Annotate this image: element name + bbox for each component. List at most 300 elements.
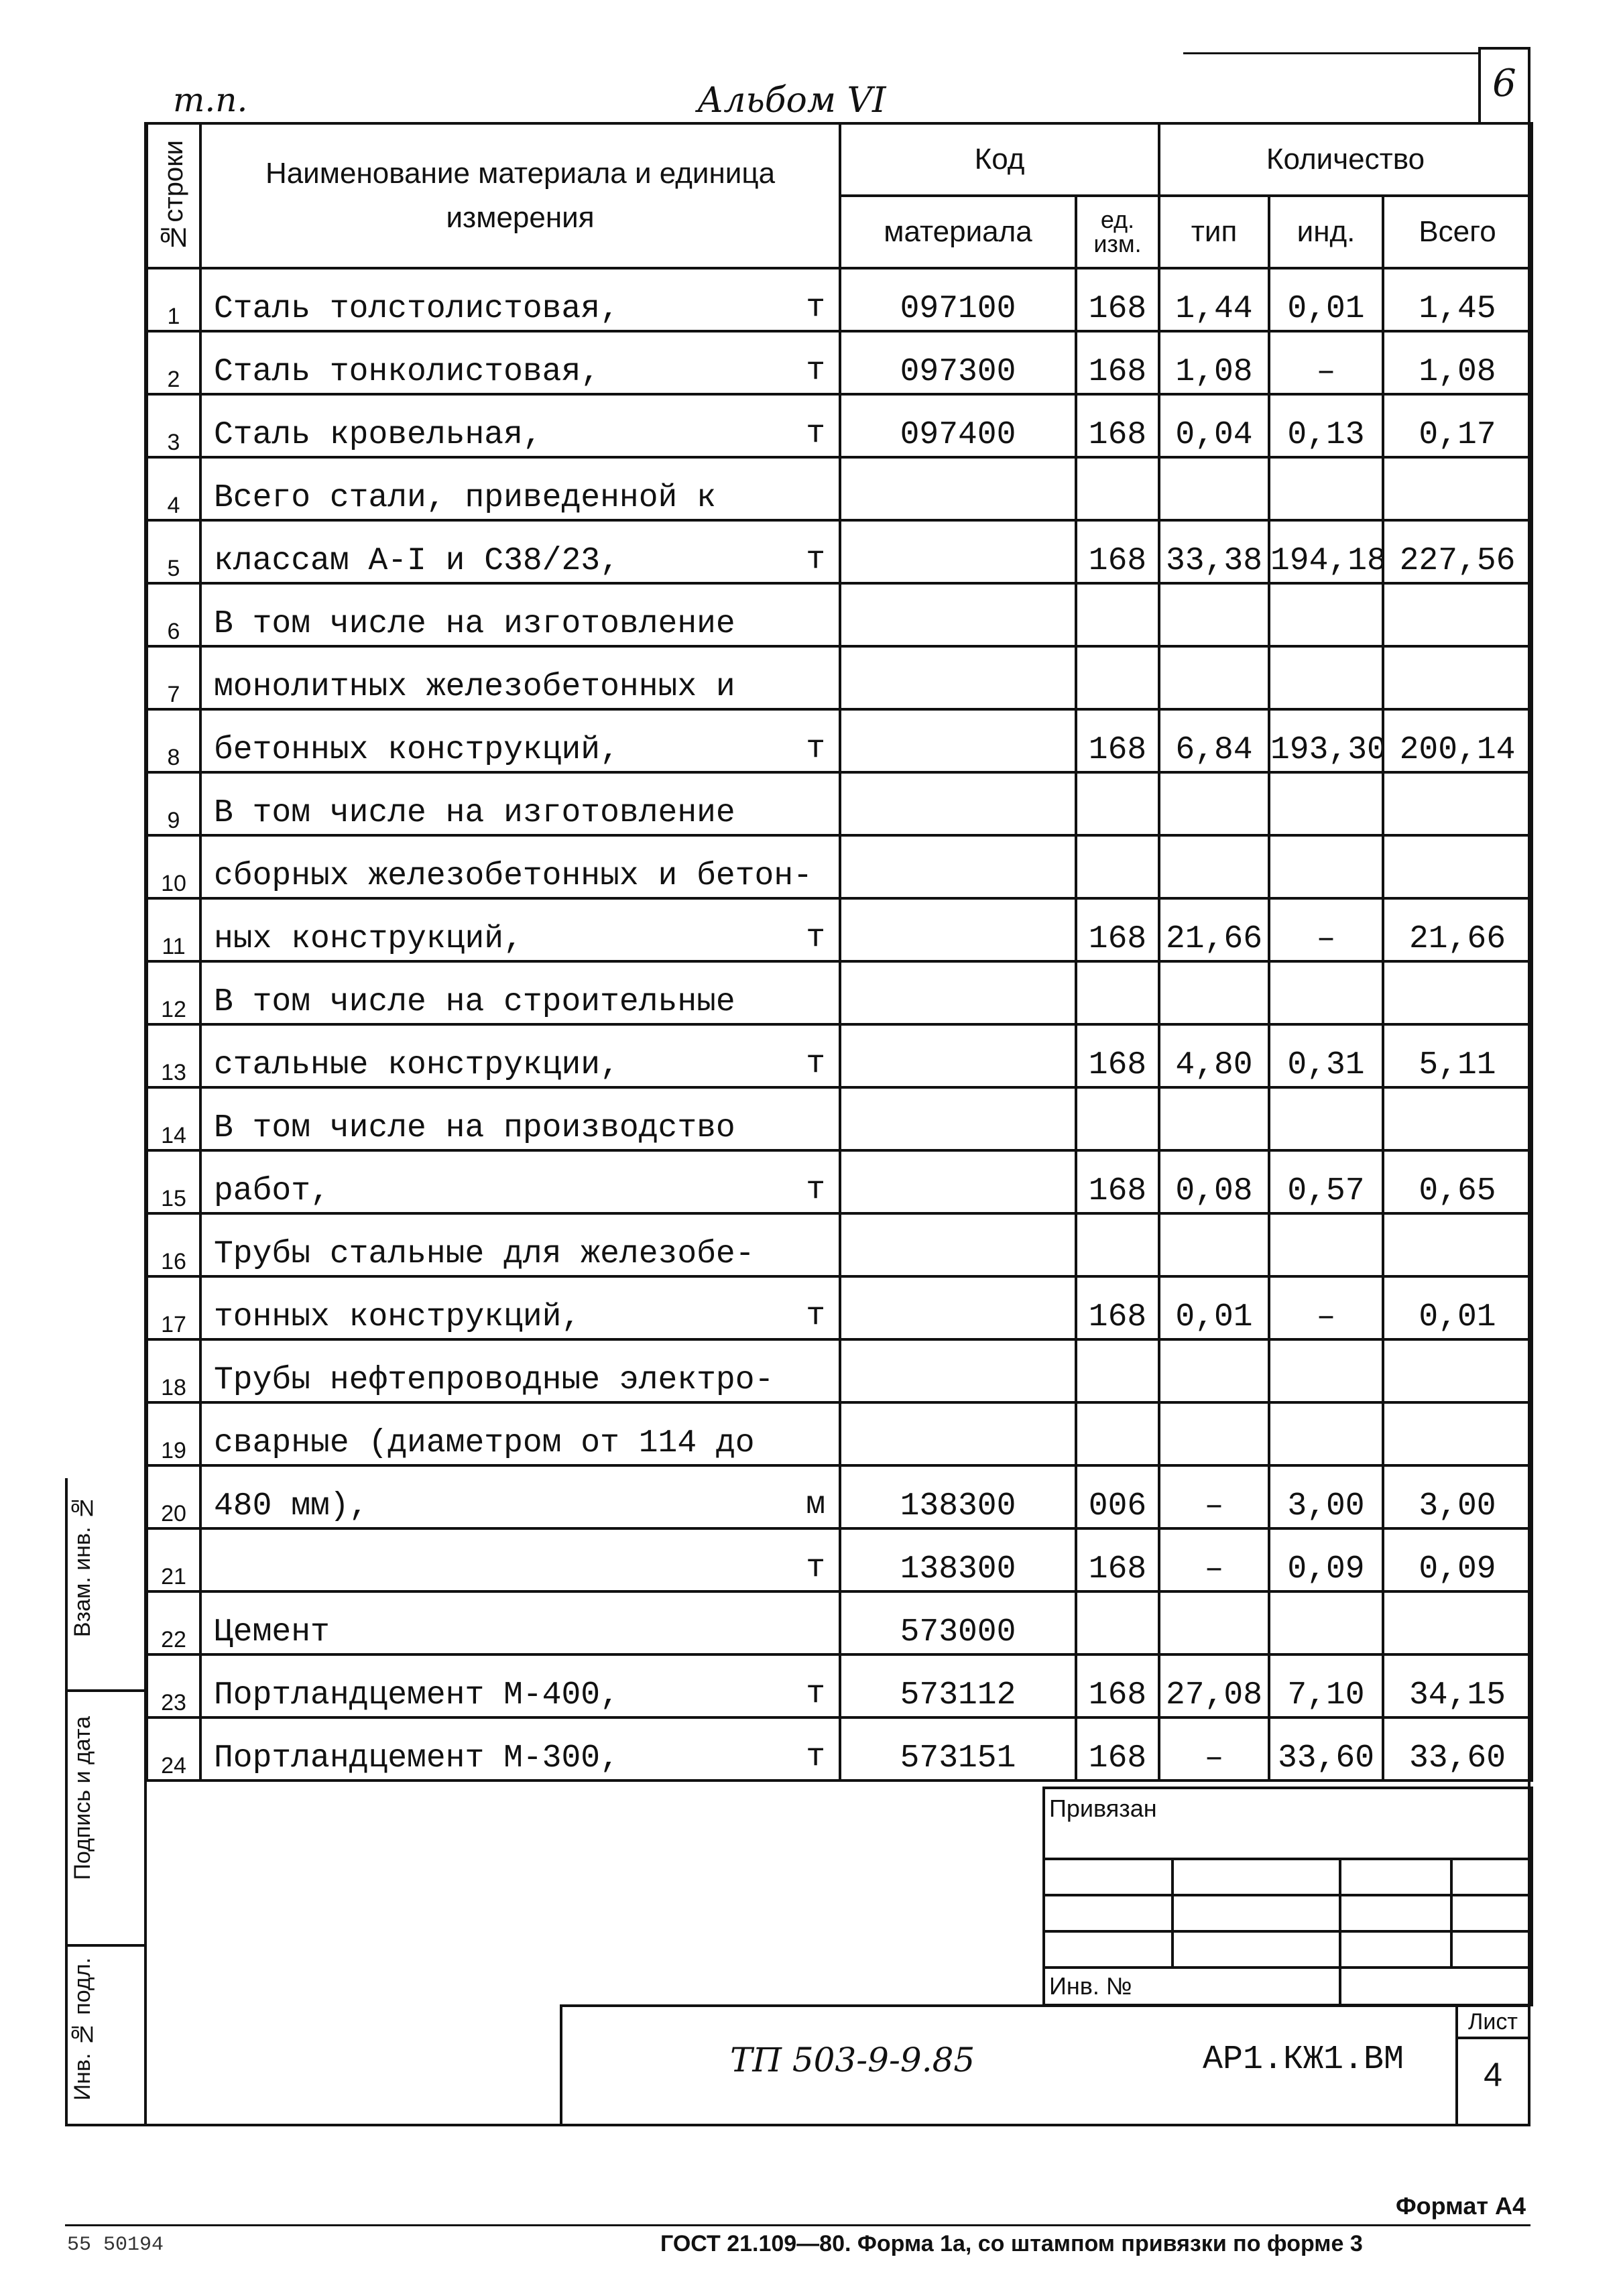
- footer-left-code: 55 50194: [67, 2234, 164, 2256]
- qty-total: 0,01: [1419, 1299, 1496, 1335]
- table-row: [147, 646, 1532, 709]
- unit-code: 168: [1088, 1299, 1147, 1335]
- qty-typ: 4,80: [1175, 1047, 1253, 1083]
- row-number: 13: [161, 1060, 186, 1085]
- material-name: тонных конструкций,: [214, 1299, 581, 1335]
- unit-code-cell: [1076, 1654, 1159, 1717]
- unit-code-cell: [1076, 1024, 1159, 1087]
- material-code: 097400: [900, 417, 1016, 453]
- qty-total-cell: [1383, 457, 1532, 520]
- material-code-cell: [840, 772, 1076, 835]
- material-code-cell: [840, 268, 1076, 331]
- table-row: [147, 457, 1532, 520]
- material-code-cell: [840, 646, 1076, 709]
- table-row: [147, 520, 1532, 583]
- material-name: монолитных железобетонных и: [214, 669, 735, 705]
- qty-ind-cell: [1269, 1339, 1383, 1402]
- unit-code: 168: [1088, 1173, 1147, 1209]
- table-row: [147, 1339, 1532, 1402]
- unit-code-cell: [1076, 835, 1159, 898]
- table-row: [147, 1591, 1532, 1654]
- material-name: стальные конструкции,: [214, 1047, 619, 1083]
- row-number-cell: [147, 268, 200, 331]
- unit-label: т: [806, 1046, 825, 1082]
- material-name-cell: [200, 961, 840, 1024]
- strip-label-replaced-inv: Взам. инв. №: [70, 1495, 95, 1638]
- bound-label-cell: [1044, 1788, 1532, 1859]
- material-name: Сталь толстолистовая,: [214, 291, 619, 327]
- qty-ind-cell: [1269, 1402, 1383, 1465]
- qty-total: 33,60: [1408, 1740, 1506, 1776]
- row-number: 22: [161, 1627, 186, 1652]
- unit-code: 168: [1088, 1740, 1147, 1776]
- qty-typ-cell: [1159, 772, 1269, 835]
- qty-typ-cell: [1159, 1150, 1269, 1213]
- qty-typ: 0,08: [1175, 1173, 1253, 1209]
- row-number-cell: [147, 1591, 200, 1654]
- qty-typ-cell: [1159, 1024, 1269, 1087]
- qty-typ-cell: [1159, 898, 1269, 961]
- qty-ind-cell: [1269, 961, 1383, 1024]
- material-code-cell: [840, 1717, 1076, 1780]
- qty-typ-cell: [1159, 457, 1269, 520]
- material-name-cell: [200, 1591, 840, 1654]
- material-name: работ,: [214, 1173, 330, 1209]
- qty-ind: 0,31: [1287, 1047, 1365, 1083]
- col-header-row-no: №строки: [147, 123, 200, 268]
- unit-label: т: [806, 731, 825, 767]
- strip-label-original-inv: Инв. № подл.: [70, 1957, 95, 2101]
- qty-total-cell: [1383, 1276, 1532, 1339]
- unit-label: т: [806, 920, 825, 956]
- album-title: Альбом VI: [697, 80, 886, 121]
- unit-code-cell: [1076, 1465, 1159, 1528]
- qty-typ-cell: [1159, 394, 1269, 457]
- col-header-unit-code: ед. изм.: [1076, 196, 1159, 268]
- material-code-cell: [840, 709, 1076, 772]
- row-number-cell: [147, 1717, 200, 1780]
- unit-code-cell: [1076, 1339, 1159, 1402]
- qty-typ-cell: [1159, 1339, 1269, 1402]
- material-code-cell: [840, 1528, 1076, 1591]
- row-number-cell: [147, 457, 200, 520]
- unit-code: 168: [1088, 417, 1147, 453]
- qty-total-cell: [1383, 898, 1532, 961]
- table-row: [147, 1276, 1532, 1339]
- col-header-name: Наименование материала и единица измерения: [200, 123, 840, 268]
- material-name-cell: [200, 520, 840, 583]
- material-code: 573000: [900, 1614, 1016, 1650]
- qty-total-cell: [1383, 268, 1532, 331]
- qty-total-cell: [1383, 709, 1532, 772]
- material-code-cell: [840, 583, 1076, 646]
- qty-ind-cell: [1269, 520, 1386, 583]
- material-name-cell: [200, 1528, 840, 1591]
- row-number: 16: [161, 1249, 186, 1274]
- material-name-cell: [200, 331, 840, 394]
- row-number: 24: [161, 1753, 186, 1778]
- qty-ind: 193,30: [1270, 732, 1386, 768]
- unit-code: 168: [1088, 1047, 1147, 1083]
- material-name-cell: [200, 1339, 840, 1402]
- material-code: 097300: [900, 354, 1016, 390]
- qty-typ-cell: [1159, 1717, 1269, 1780]
- row-number-cell: [147, 331, 200, 394]
- table-row: [147, 394, 1532, 457]
- qty-typ-cell: [1159, 1087, 1269, 1150]
- qty-ind-cell: [1269, 1717, 1383, 1780]
- qty-total-cell: [1383, 1024, 1532, 1087]
- frame-left-strip-outer: [65, 1478, 68, 2125]
- qty-ind: 0,57: [1287, 1173, 1365, 1209]
- qty-total: 3,00: [1419, 1488, 1496, 1524]
- qty-ind-cell: [1269, 1465, 1383, 1528]
- material-name: бетонных конструкций,: [214, 732, 619, 768]
- row-number-cell: [147, 1213, 200, 1276]
- row-number-cell: [147, 1087, 200, 1150]
- row-number: 19: [161, 1438, 186, 1463]
- qty-ind: 33,60: [1277, 1740, 1375, 1776]
- qty-typ: 1,08: [1175, 354, 1253, 390]
- material-code-cell: [840, 1276, 1076, 1339]
- qty-typ: 1,44: [1175, 291, 1253, 327]
- unit-label: т: [806, 290, 825, 326]
- material-name-cell: [200, 646, 840, 709]
- col-header-qty-ind: инд.: [1269, 196, 1383, 268]
- header-left-note: т.п.: [173, 80, 248, 119]
- row-number-cell: [147, 898, 200, 961]
- row-number-cell: [147, 1654, 200, 1717]
- material-name: Трубы нефтепроводные электро-: [214, 1362, 774, 1398]
- qty-ind-cell: [1269, 394, 1383, 457]
- row-number: 17: [161, 1312, 186, 1337]
- qty-typ-cell: [1159, 268, 1269, 331]
- material-code-cell: [840, 394, 1076, 457]
- material-name: Цемент: [214, 1614, 330, 1650]
- qty-ind: 3,00: [1287, 1488, 1365, 1524]
- qty-typ: 6,84: [1175, 732, 1253, 768]
- qty-total-cell: [1383, 1528, 1532, 1591]
- qty-ind-cell: [1269, 1654, 1383, 1717]
- row-number-cell: [147, 1528, 200, 1591]
- qty-typ-cell: [1159, 1402, 1269, 1465]
- unit-label: т: [806, 542, 825, 578]
- material-name-cell: [200, 457, 840, 520]
- material-name-cell: [200, 583, 840, 646]
- table-row: [147, 583, 1532, 646]
- row-number: 21: [161, 1564, 186, 1589]
- qty-total-cell: [1383, 583, 1532, 646]
- qty-ind: –: [1316, 921, 1336, 957]
- material-name-cell: [200, 1717, 840, 1780]
- row-number-cell: [147, 1402, 200, 1465]
- unit-code: 168: [1088, 1677, 1147, 1713]
- material-name: В том числе на производство: [214, 1110, 735, 1146]
- qty-typ-cell: [1159, 709, 1269, 772]
- col-header-qty-total: Всего: [1383, 196, 1532, 268]
- row-number-cell: [147, 1339, 200, 1402]
- material-code-cell: [840, 331, 1076, 394]
- qty-total: 0,65: [1419, 1173, 1496, 1209]
- qty-typ-cell: [1159, 1465, 1269, 1528]
- material-name-cell: [200, 268, 840, 331]
- col-header-qty-typ: тип: [1159, 196, 1269, 268]
- row-number: 23: [161, 1690, 186, 1715]
- row-number-cell: [147, 709, 200, 772]
- qty-typ: 0,04: [1175, 417, 1253, 453]
- table-row: [147, 331, 1532, 394]
- material-name: Сталь тонколистовая,: [214, 354, 601, 390]
- material-code: 573151: [900, 1740, 1016, 1776]
- material-code-cell: [840, 835, 1076, 898]
- row-number-cell: [147, 1276, 200, 1339]
- qty-total-cell: [1383, 961, 1532, 1024]
- unit-label: т: [806, 416, 825, 452]
- unit-code-cell: [1076, 1528, 1159, 1591]
- material-code-cell: [840, 1150, 1076, 1213]
- qty-ind-cell: [1269, 1024, 1383, 1087]
- qty-ind: 194,18: [1270, 543, 1386, 579]
- unit-code-cell: [1076, 394, 1159, 457]
- unit-code-cell: [1076, 1402, 1159, 1465]
- qty-total: 34,15: [1408, 1677, 1506, 1713]
- material-name-cell: [200, 1150, 840, 1213]
- material-name-cell: [200, 898, 840, 961]
- qty-typ: 21,66: [1165, 921, 1263, 957]
- qty-typ: –: [1204, 1551, 1224, 1587]
- material-code: 138300: [900, 1551, 1016, 1587]
- table-body: [147, 268, 1532, 1780]
- col-header-material-code: материала: [840, 196, 1076, 268]
- unit-label: т: [806, 353, 825, 389]
- material-name: Портландцемент М-300,: [214, 1740, 619, 1776]
- qty-ind-cell: [1269, 268, 1383, 331]
- row-number: 3: [167, 430, 180, 455]
- gost-note: ГОСТ 21.109—80. Форма 1а, со штампом привязки по форме 3: [660, 2231, 1363, 2256]
- row-number-cell: [147, 835, 200, 898]
- material-name: В том числе на строительные: [214, 984, 735, 1020]
- qty-total-cell: [1383, 1087, 1532, 1150]
- material-code-cell: [840, 1654, 1076, 1717]
- qty-ind-cell: [1269, 646, 1383, 709]
- material-name: Трубы стальные для железобе-: [214, 1236, 755, 1272]
- footer-rule: [65, 2224, 1530, 2226]
- material-code-cell: [840, 1465, 1076, 1528]
- qty-ind: 0,09: [1287, 1551, 1365, 1587]
- material-name-cell: [200, 1213, 840, 1276]
- table-row: [147, 835, 1532, 898]
- unit-code-cell: [1076, 1150, 1159, 1213]
- material-name: Портландцемент М-400,: [214, 1677, 619, 1713]
- qty-total: 200,14: [1399, 732, 1516, 768]
- strip-divider-2: [65, 1944, 145, 1947]
- row-number-cell: [147, 961, 200, 1024]
- qty-ind: 0,01: [1287, 291, 1365, 327]
- page-number-box: [1478, 47, 1530, 122]
- table-row: [147, 1717, 1532, 1780]
- qty-typ: –: [1204, 1488, 1224, 1524]
- inv-label: Инв. №: [1049, 1972, 1132, 2000]
- qty-total-cell: [1383, 394, 1532, 457]
- qty-total-cell: [1383, 1339, 1532, 1402]
- material-code-cell: [840, 457, 1076, 520]
- unit-code: 168: [1088, 354, 1147, 390]
- doc-code: АР1.КЖ1.ВМ: [1203, 2041, 1404, 2079]
- unit-label: т: [806, 1172, 825, 1208]
- qty-total-cell: [1383, 835, 1532, 898]
- row-number: 2: [167, 367, 180, 392]
- qty-total-cell: [1383, 1717, 1532, 1780]
- format-label: Формат А4: [1395, 2192, 1526, 2220]
- material-code-cell: [840, 1087, 1076, 1150]
- project-code: ТП 503-9-9.85: [730, 2041, 975, 2079]
- row-number: 10: [161, 871, 186, 896]
- row-number-cell: [147, 646, 200, 709]
- qty-typ-cell: [1159, 1654, 1269, 1717]
- table-row: [147, 772, 1532, 835]
- table-row: [147, 1087, 1532, 1150]
- table-row: [147, 1150, 1532, 1213]
- unit-code-cell: [1076, 1717, 1159, 1780]
- material-code: 573112: [900, 1677, 1016, 1713]
- table-row: [147, 898, 1532, 961]
- qty-ind-cell: [1269, 331, 1383, 394]
- material-code-cell: [840, 961, 1076, 1024]
- row-number-cell: [147, 394, 200, 457]
- row-number: 14: [161, 1123, 186, 1148]
- table-row: [147, 1402, 1532, 1465]
- qty-total: 0,09: [1419, 1551, 1496, 1587]
- row-number-cell: [147, 1024, 200, 1087]
- row-number: 4: [167, 493, 180, 518]
- qty-ind-cell: [1269, 1528, 1383, 1591]
- material-name: Сталь кровельная,: [214, 417, 542, 453]
- row-number: 11: [162, 934, 186, 959]
- table-row: [147, 268, 1532, 331]
- qty-ind-cell: [1269, 1213, 1383, 1276]
- row-number-cell: [147, 520, 200, 583]
- qty-typ: 0,01: [1175, 1299, 1253, 1335]
- qty-ind-cell: [1269, 1150, 1383, 1213]
- material-name-cell: [200, 709, 840, 772]
- qty-ind: 7,10: [1287, 1677, 1365, 1713]
- unit-code-cell: [1076, 520, 1159, 583]
- qty-ind-cell: [1269, 772, 1383, 835]
- unit-code-cell: [1076, 268, 1159, 331]
- table-row: [147, 1024, 1532, 1087]
- qty-ind-cell: [1269, 1591, 1383, 1654]
- table-row: [147, 1213, 1532, 1276]
- qty-typ: 27,08: [1165, 1677, 1263, 1713]
- material-name: классам А-I и С38/23,: [214, 543, 619, 579]
- sheet-label: Лист: [1458, 2007, 1528, 2039]
- inv-label-cell: [1044, 1968, 1340, 2005]
- qty-ind-cell: [1269, 1276, 1383, 1339]
- material-name-cell: [200, 1276, 840, 1339]
- qty-total: 0,17: [1419, 417, 1496, 453]
- table-row: [147, 961, 1532, 1024]
- material-name-cell: [200, 772, 840, 835]
- unit-code: 006: [1088, 1488, 1147, 1524]
- qty-total-cell: [1383, 1402, 1532, 1465]
- material-name-cell: [200, 1087, 840, 1150]
- material-code: 138300: [900, 1488, 1016, 1524]
- sheet-box: [1455, 2007, 1528, 2126]
- materials-table: [145, 122, 1533, 1782]
- unit-label: т: [806, 1739, 825, 1775]
- row-number: 1: [167, 304, 180, 329]
- unit-label: м: [806, 1487, 825, 1523]
- top-rule: [1183, 52, 1478, 54]
- row-number: 18: [161, 1375, 186, 1400]
- material-name: сборных железобетонных и бетон-: [214, 858, 813, 894]
- title-block: [560, 2004, 1530, 2126]
- material-name-cell: [200, 1654, 840, 1717]
- unit-label: т: [806, 1550, 825, 1586]
- unit-label: т: [806, 1298, 825, 1334]
- qty-ind: –: [1316, 1299, 1336, 1335]
- unit-code-cell: [1076, 1087, 1159, 1150]
- material-name: В том числе на изготовление: [214, 795, 735, 831]
- unit-code-cell: [1076, 331, 1159, 394]
- qty-ind-cell: [1269, 457, 1383, 520]
- row-number: 7: [167, 682, 180, 707]
- qty-total-cell: [1383, 646, 1532, 709]
- strip-label-signature-date: Подпись и дата: [70, 1716, 95, 1880]
- unit-code-cell: [1076, 772, 1159, 835]
- row-number: 6: [167, 619, 180, 644]
- qty-total: 21,66: [1408, 921, 1506, 957]
- qty-total-cell: [1383, 1591, 1532, 1654]
- qty-total-cell: [1383, 1150, 1532, 1213]
- material-code-cell: [840, 898, 1076, 961]
- unit-code-cell: [1076, 1276, 1159, 1339]
- row-number: 8: [167, 745, 180, 770]
- table-row: [147, 1465, 1532, 1528]
- material-name: ных конструкций,: [214, 921, 523, 957]
- row-number-cell: [147, 1465, 200, 1528]
- material-code-cell: [840, 1339, 1076, 1402]
- unit-code: 168: [1088, 921, 1147, 957]
- unit-code-cell: [1076, 583, 1159, 646]
- qty-typ-cell: [1159, 961, 1269, 1024]
- qty-ind-cell: [1269, 1087, 1383, 1150]
- unit-code-cell: [1076, 898, 1159, 961]
- qty-total: 1,45: [1419, 291, 1496, 327]
- qty-typ-cell: [1159, 583, 1269, 646]
- qty-ind-cell: [1269, 835, 1383, 898]
- qty-total: 227,56: [1399, 543, 1516, 579]
- qty-ind: 0,13: [1287, 417, 1365, 453]
- qty-total-cell: [1383, 1654, 1532, 1717]
- row-number-cell: [147, 583, 200, 646]
- qty-typ-cell: [1159, 1591, 1269, 1654]
- unit-code: 168: [1088, 543, 1147, 579]
- material-name: В том числе на изготовление: [214, 606, 735, 642]
- sheet-number: 4: [1484, 2056, 1502, 2094]
- material-name: сварные (диаметром от 114 до: [214, 1425, 755, 1461]
- qty-typ-cell: [1159, 520, 1269, 583]
- unit-code: 168: [1088, 732, 1147, 768]
- material-code-cell: [840, 520, 1076, 583]
- qty-typ-cell: [1159, 1528, 1269, 1591]
- material-name-cell: [200, 1024, 840, 1087]
- table-row: [147, 1528, 1532, 1591]
- qty-ind-cell: [1269, 898, 1383, 961]
- qty-total-cell: [1383, 1465, 1532, 1528]
- row-number: 12: [161, 997, 186, 1022]
- qty-total-cell: [1383, 520, 1532, 583]
